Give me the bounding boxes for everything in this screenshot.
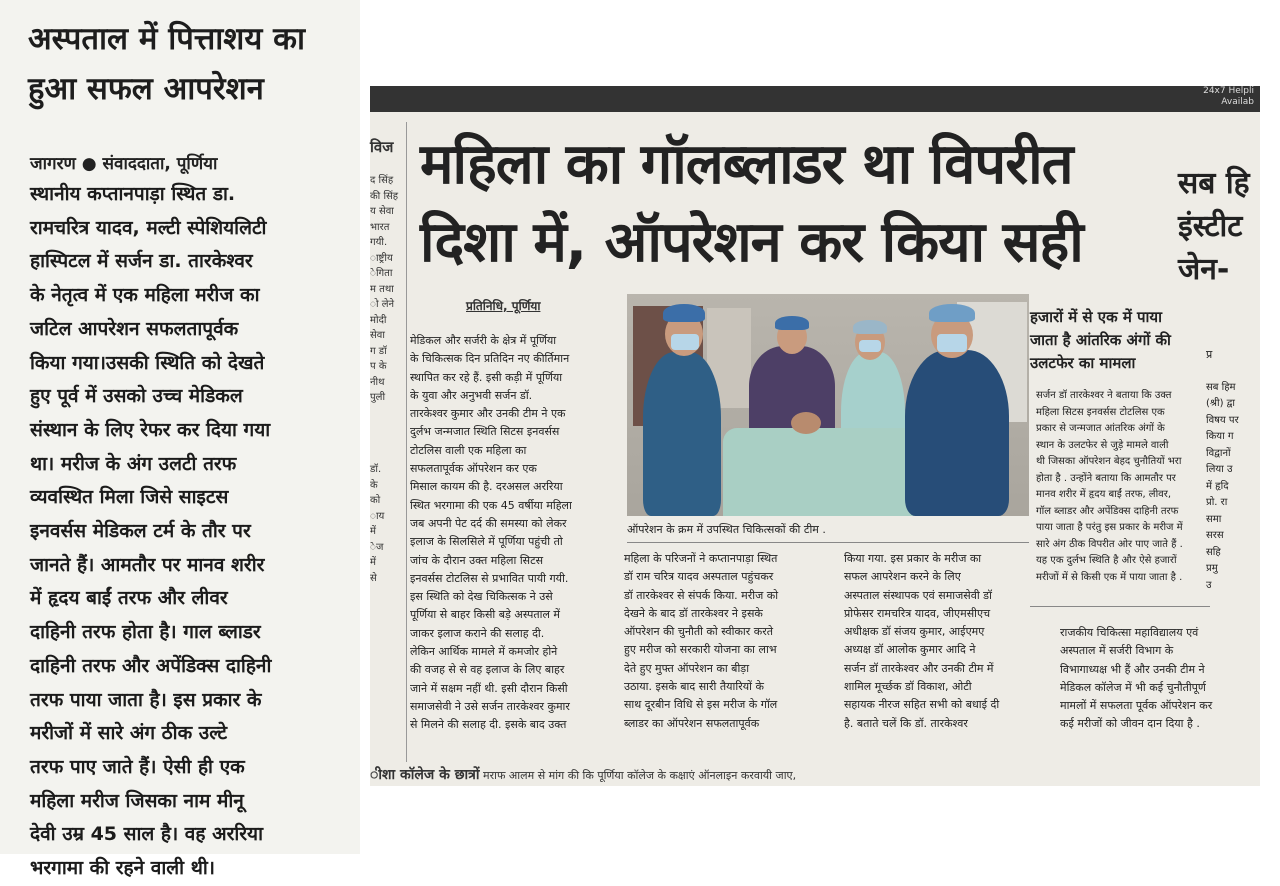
main-headline: महिला का गॉलब्लाडर था विपरीत दिशा में, ऑपरेशन कर किया सही (420, 132, 1083, 275)
article-column-3: किया गया. इस प्रकार के मरीज का सफल आपरेशन करने के लिए अस्पताल संस्थापक एवं समाजसेवी डॉ प्रोफेसर रामचरित्र यादव, जीएमसीएच अधीक्षक डॉ संजय कुमार, आईएमए अध्यक्ष डॉ आलोक कुमार आदि ने सर्जन डॉ तारकेश्वर और उनकी टीम में शामिल मूर्च्छक डॉ विकाश, ओटी सहायक नीरज सहित सभी को बधाई दी है. बताते चलें कि डॉ. तारकेश्वर (844, 552, 1000, 730)
bottom-strip-right: मराफ आलम से मांग की कि पूर्णिया कॉलेज के कक्षाएं ऑनलाइन करवायी जाए, (483, 769, 797, 782)
sub-headline: हजारों में से एक में पाया जाता है आंतरिक अंगों की उलटफेर का मामला (1030, 308, 1171, 372)
article-column-4: सर्जन डॉ तारकेश्वर ने बताया कि उक्त महिला सिटस इनवर्सस टोटलिस एक प्रकार से जन्मजात आंतरिक अंगों के स्थान के उलटफेर से जुड़े मामले वाली थी जिसका ऑपरेशन बेहद चुनौतियों भरा होता है . उन्होंने बताया कि आमतौर पर मानव शरीर में हृदय बाईं तरफ, लीवर, गॉल ब्लाडर और अपेंडिक्स दाहिनी तरफ पाया जाता है परंतु इस प्रकार के मरीज में सारे अंग ठीक विपरीत ओर पाए जाते हैं . यह एक दुर्लभ स्थिति है और ऐसे हजारों मरीजों में से किसी एक में पाया जाता है . (1036, 390, 1183, 583)
right-column-fragment (1206, 330, 1260, 750)
bottom-strip-left: ीशा कॉलेज के छात्रों (370, 767, 480, 783)
column-divider (406, 122, 407, 762)
bottom-strip (370, 766, 1260, 786)
left-news-clipping (0, 0, 360, 880)
article-byline: प्रतिनिधि, पूर्णिया (466, 299, 541, 313)
right-fragment-text: सब हिम (श्री) द्वा विषय पर किया ग विद्वानों लिया उ में हृदि प्रो. रा समा सरस सहि प्रमु उ (1206, 381, 1239, 591)
article-column-2: महिला के परिजनों ने कप्तानपाड़ा स्थित डॉ राम चरित्र यादव अस्पताल पहुंचकर डॉ तारकेश्वर से संपर्क किया. मरीज को देखने के बाद डॉ तारकेश्वर ने इसके ऑपरेशन की चुनौती को स्वीकार करते हुए मरीज को सरकारी योजना का लाभ देते हुए मुफ्त ऑपरेशन का बीड़ा उठाया. इसके बाद सारी तैयारियों के साथ दूरबीन विधि से इस मरीज के गॉल ब्लाडर का ऑपरेशन सफलतापूर्वक (624, 552, 779, 730)
left-headline: अस्पताल में पित्ताशय का हुआ सफल आपरेशन (28, 21, 305, 107)
right-fragment-head: प्र (1206, 347, 1213, 361)
left-body-text: स्थानीय कप्तानपाड़ा स्थित डा. रामचरित्र यादव, मल्टी स्पेशियलिटी हास्पिटल में सर्जन डा. तारकेश्वर के नेतृत्व में एक महिला मरीज का जटिल आपरेशन सफलतापूर्वक किया गया।उसकी स्थिति को देखते हुए पूर्व में उसको उच्च मेडिकल संस्थान के लिए रेफर कर दिया गया था। मरीज के अंग उलटी तरफ व्यवस्थित मिला जिसे साइटस इनवर्सस मेडिकल टर्म के तौर पर जानते हैं। आमतौर पर मानव शरीर में हृदय बाईं तरफ और लीवर दाहिनी तरफ होता है। गाल ब्लाडर दाहिनी तरफ और अपेंडिक्स दाहिनी तरफ पाया जाता है। इस प्रकार के मरीजों में सारे अंग ठीक उल्टे तरफ पाए जाते हैं। ऐसी ही एक महिला मरीज जिसका नाम मीनू देवी उम्र 45 साल है। वह अररिया भरगामा की रहने वाली थी। (30, 183, 272, 880)
caption-rule (627, 542, 1029, 543)
right-news-clipping (370, 86, 1260, 786)
top-ad-strip (370, 86, 1260, 112)
left-byline: जागरण ● संवाददाता, पूर्णिया (30, 154, 218, 174)
side-headline-fragment: सब हि इंस्टीट जेन- (1178, 166, 1250, 287)
photo-caption: ऑपरेशन के क्रम में उपस्थित चिकित्सकों की टीम . (627, 523, 826, 536)
article-column-1: मेडिकल और सर्जरी के क्षेत्र में पूर्णिया के चिकित्सक दिन प्रतिदिन नए कीर्तिमान स्थापित कर रहे हैं. इसी कड़ी में पूर्णिया के युवा और अनुभवी सर्जन डॉ. तारकेश्वर कुमार और उनकी टीम ने एक दुर्लभ जन्मजात स्थिति सिटस इनवर्सस टोटलिस वाली एक महिला का सफलतापूर्वक ऑपरेशन कर एक मिसाल कायम की है. दरअसल अररिया स्थित भरगामा की एक 45 वर्षीया महिला जब अपनी पेट दर्द की समस्या को लेकर इलाज के सिलसिले में पूर्णिया पहुंची तो जांच के दौरान उक्त महिला सिटस इनवर्सस टोटलिस से प्रभावित पायी गयी. इस स्थिति को देख चिकित्सक ने उसे पूर्णिया से बाहर किसी बड़े अस्पताल में जाकर इलाज कराने की सलाह दी. लेकिन आर्थिक मामले में कमजोर होने की वजह से से वह इलाज के लिए बाहर जाने में सक्षम नहीं थी. इसी दौरान किसी समाजसेवी ने उसे सर्जन तारकेश्वर कुमार से मिलने की सलाह दी. इसके बाद उक्त (410, 334, 572, 732)
column-4-rule (1030, 606, 1210, 607)
left-fragment-head: विज (370, 137, 394, 156)
topbar-corner-text: 24x7 Helpli Availab (1203, 86, 1254, 107)
left-fragment-text: द सिंह की सिंह य सेवा भारत गयी. ाष्ट्रीय ेगिता म तथा ो लेने मोदी सेवा ग डॉ प के नीथ पुली (370, 175, 399, 403)
article-column-4b: राजकीय चिकित्सा महाविद्यालय एवं अस्पताल में सर्जरी विभाग के विभागाध्यक्ष भी हैं और उनकी टीम ने मेडिकल कॉलेज में भी कई चुनौतीपूर्ण मामलों में सफलता पूर्वक ऑपरेशन कर कई मरीजों को जीवन दान दिया है . (1060, 626, 1213, 731)
team-photo (627, 294, 1029, 516)
left-fragment-bottom-text: डॉ. के को ाय में ेज में से (370, 464, 385, 584)
